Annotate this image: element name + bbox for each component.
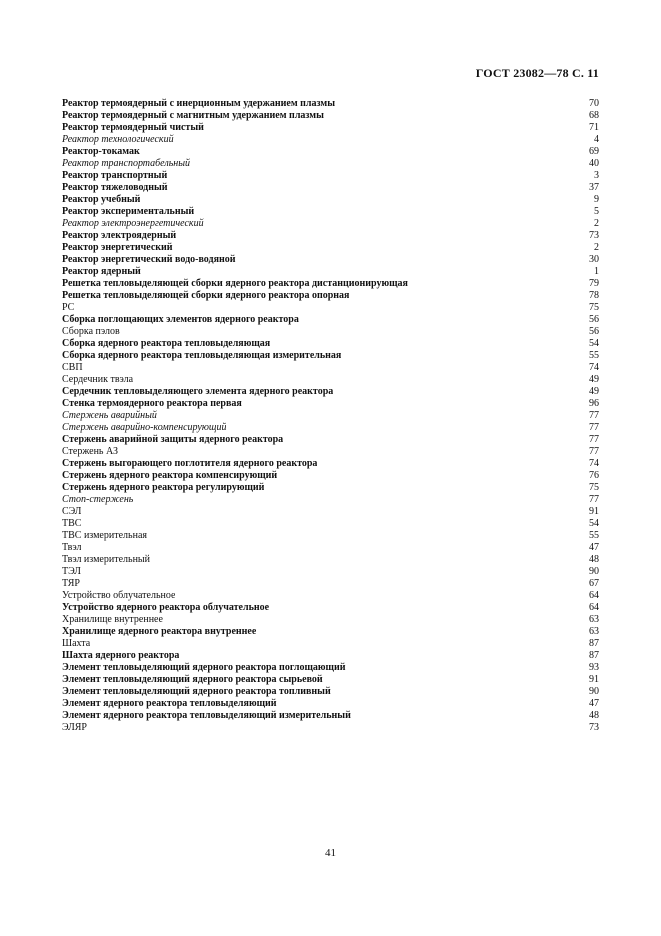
- index-term: Решетка тепловыделяющей сборки ядерного реактора опорная: [62, 290, 350, 301]
- index-page-ref: 30: [589, 254, 599, 265]
- index-entry: [62, 134, 599, 146]
- index-page-ref: 3: [594, 170, 599, 181]
- index-term: Реактор экспериментальный: [62, 206, 195, 217]
- index-entry: [62, 146, 599, 158]
- index-term: Реактор транспортабельный: [62, 158, 191, 169]
- index-term: ТВС измерительная: [62, 530, 147, 541]
- index-entry: [62, 254, 599, 266]
- index-term: Реактор термоядерный с инерционным удержанием плазмы: [62, 98, 336, 109]
- index-term: Реактор тяжеловодный: [62, 182, 168, 193]
- index-entry: [62, 722, 599, 734]
- index-term: Стенка термоядерного реактора первая: [62, 398, 242, 409]
- index-term: Реактор транспортный: [62, 170, 168, 181]
- index-entry: [62, 710, 599, 722]
- index-page-ref: 70: [589, 98, 599, 109]
- index-entry: [62, 266, 599, 278]
- index-page-ref: 69: [589, 146, 599, 157]
- index-term: Стоп-стержень: [62, 494, 134, 505]
- index-term: ТЭЛ: [62, 566, 81, 577]
- index-page-ref: 55: [589, 350, 599, 361]
- index-entry: [62, 542, 599, 554]
- index-entry: [62, 314, 599, 326]
- index-entry: [62, 458, 599, 470]
- index-page-ref: 63: [589, 614, 599, 625]
- index-page-ref: 77: [589, 422, 599, 433]
- index-page-ref: 96: [589, 398, 599, 409]
- index-page-ref: 64: [589, 590, 599, 601]
- index-term: Реактор-токамак: [62, 146, 140, 157]
- index-entry: [62, 638, 599, 650]
- index-term: Элемент тепловыделяющий ядерного реактора топливный: [62, 686, 331, 697]
- index-page-ref: 77: [589, 410, 599, 421]
- index-page-ref: 40: [589, 158, 599, 169]
- index-page-ref: 5: [594, 206, 599, 217]
- index-page-ref: 48: [589, 554, 599, 565]
- index-entry: [62, 206, 599, 218]
- index-term: СВП: [62, 362, 83, 373]
- index-entry: [62, 362, 599, 374]
- index-page-ref: 87: [589, 650, 599, 661]
- index-term: ТЯР: [62, 578, 80, 589]
- index-term: Твэл измерительный: [62, 554, 150, 565]
- index-page-ref: 75: [589, 302, 599, 313]
- index-entry: [62, 122, 599, 134]
- index-page-ref: 79: [589, 278, 599, 289]
- index-page-ref: 9: [594, 194, 599, 205]
- index-page-ref: 48: [589, 710, 599, 721]
- index-entry: [62, 242, 599, 254]
- index-term: Шахта ядерного реактора: [62, 650, 180, 661]
- index-term: РС: [62, 302, 75, 313]
- index-term: Реактор энергетический: [62, 242, 173, 253]
- term-index: [62, 98, 599, 734]
- index-page-ref: 90: [589, 566, 599, 577]
- index-term: Реактор термоядерный чистый: [62, 122, 204, 133]
- index-page-ref: 2: [594, 242, 599, 253]
- index-entry: [62, 650, 599, 662]
- index-page-ref: 77: [589, 446, 599, 457]
- index-page-ref: 63: [589, 626, 599, 637]
- index-page-ref: 77: [589, 494, 599, 505]
- index-term: Сборка поглощающих элементов ядерного реактора: [62, 314, 299, 325]
- index-entry: [62, 698, 599, 710]
- index-term: Элемент тепловыделяющий ядерного реактора сырьевой: [62, 674, 323, 685]
- index-entry: [62, 422, 599, 434]
- index-entry: [62, 518, 599, 530]
- index-entry: [62, 482, 599, 494]
- index-page-ref: 74: [589, 362, 599, 373]
- index-entry: [62, 386, 599, 398]
- index-page-ref: 54: [589, 518, 599, 529]
- index-entry: [62, 410, 599, 422]
- index-entry: [62, 566, 599, 578]
- index-term: Хранилище внутреннее: [62, 614, 163, 625]
- index-entry: [62, 350, 599, 362]
- index-page-ref: 2: [594, 218, 599, 229]
- index-page-ref: 67: [589, 578, 599, 589]
- index-entry: [62, 554, 599, 566]
- index-term: Стержень аварийный: [62, 410, 157, 421]
- index-entry: [62, 158, 599, 170]
- index-term: Элемент ядерного реактора тепловыделяющий: [62, 698, 277, 709]
- index-term: Реактор учебный: [62, 194, 141, 205]
- index-term: Реактор технологический: [62, 134, 174, 145]
- index-page-ref: 49: [589, 386, 599, 397]
- index-page-ref: 37: [589, 182, 599, 193]
- index-entry: [62, 194, 599, 206]
- index-page-ref: 68: [589, 110, 599, 121]
- index-page-ref: 54: [589, 338, 599, 349]
- index-term: Элемент тепловыделяющий ядерного реактора поглощающий: [62, 662, 346, 673]
- index-page-ref: 75: [589, 482, 599, 493]
- index-entry: [62, 170, 599, 182]
- index-page-ref: 55: [589, 530, 599, 541]
- index-entry: [62, 674, 599, 686]
- index-page-ref: 87: [589, 638, 599, 649]
- index-entry: [62, 626, 599, 638]
- index-entry: [62, 326, 599, 338]
- index-term: ТВС: [62, 518, 82, 529]
- index-term: Сердечник тепловыделяющего элемента ядерного реактора: [62, 386, 334, 397]
- index-page-ref: 4: [594, 134, 599, 145]
- index-term: Реактор электроядерный: [62, 230, 177, 241]
- index-term: СЭЛ: [62, 506, 82, 517]
- page-header: ГОСТ 23082—78 С. 11: [475, 66, 599, 80]
- index-page-ref: 47: [589, 698, 599, 709]
- index-term: Реактор электроэнергетический: [62, 218, 204, 229]
- index-entry: [62, 614, 599, 626]
- index-entry: [62, 530, 599, 542]
- index-page-ref: 71: [589, 122, 599, 133]
- index-entry: [62, 278, 599, 290]
- index-entry: [62, 98, 599, 110]
- index-entry: [62, 494, 599, 506]
- index-term: Сборка ядерного реактора тепловыделяющая: [62, 338, 271, 349]
- index-term: Твэл: [62, 542, 82, 553]
- index-term: Стержень ядерного реактора компенсирующий: [62, 470, 278, 481]
- index-page-ref: 78: [589, 290, 599, 301]
- index-entry: [62, 662, 599, 674]
- index-page-ref: 47: [589, 542, 599, 553]
- index-entry: [62, 578, 599, 590]
- index-entry: [62, 290, 599, 302]
- index-entry: [62, 230, 599, 242]
- index-term: Шахта: [62, 638, 91, 649]
- index-term: Стержень ядерного реактора регулирующий: [62, 482, 265, 493]
- index-term: Реактор ядерный: [62, 266, 141, 277]
- index-page-ref: 1: [594, 266, 599, 277]
- index-entry: [62, 218, 599, 230]
- index-page-ref: 76: [589, 470, 599, 481]
- index-page-ref: 73: [589, 230, 599, 241]
- index-term: Реактор термоядерный с магнитным удержанием плазмы: [62, 110, 324, 121]
- index-entry: [62, 602, 599, 614]
- index-entry: [62, 338, 599, 350]
- page-number: 41: [325, 847, 336, 859]
- index-page-ref: 49: [589, 374, 599, 385]
- index-term: Сборка пэлов: [62, 326, 120, 337]
- index-page-ref: 91: [589, 674, 599, 685]
- index-term: Решетка тепловыделяющей сборки ядерного реактора дистанционирующая: [62, 278, 408, 289]
- index-entry: [62, 446, 599, 458]
- index-entry: [62, 302, 599, 314]
- index-term: Стержень аварийной защиты ядерного реактора: [62, 434, 284, 445]
- index-term: Устройство облучательное: [62, 590, 176, 601]
- index-term: Стержень выгорающего поглотителя ядерного реактора: [62, 458, 318, 469]
- index-entry: [62, 506, 599, 518]
- index-entry: [62, 434, 599, 446]
- index-page-ref: 77: [589, 434, 599, 445]
- index-entry: [62, 398, 599, 410]
- index-term: Элемент ядерного реактора тепловыделяющий измерительный: [62, 710, 351, 721]
- index-term: ЭЛЯР: [62, 722, 87, 733]
- index-page-ref: 74: [589, 458, 599, 469]
- index-term: Хранилище ядерного реактора внутреннее: [62, 626, 257, 637]
- index-term: Реактор энергетический водо-водяной: [62, 254, 236, 265]
- index-page-ref: 73: [589, 722, 599, 733]
- index-term: Устройство ядерного реактора облучательное: [62, 602, 270, 613]
- index-page-ref: 56: [589, 314, 599, 325]
- index-entry: [62, 590, 599, 602]
- index-page-ref: 56: [589, 326, 599, 337]
- index-page-ref: 93: [589, 662, 599, 673]
- index-entry: [62, 182, 599, 194]
- index-entry: [62, 686, 599, 698]
- index-entry: [62, 374, 599, 386]
- index-term: Стержень АЗ: [62, 446, 118, 457]
- index-term: Сердечник твэла: [62, 374, 134, 385]
- index-page-ref: 91: [589, 506, 599, 517]
- index-entry: [62, 470, 599, 482]
- index-page-ref: 90: [589, 686, 599, 697]
- index-term: Стержень аварийно-компенсирующий: [62, 422, 227, 433]
- index-term: Сборка ядерного реактора тепловыделяющая измерительная: [62, 350, 342, 361]
- index-entry: [62, 110, 599, 122]
- index-page-ref: 64: [589, 602, 599, 613]
